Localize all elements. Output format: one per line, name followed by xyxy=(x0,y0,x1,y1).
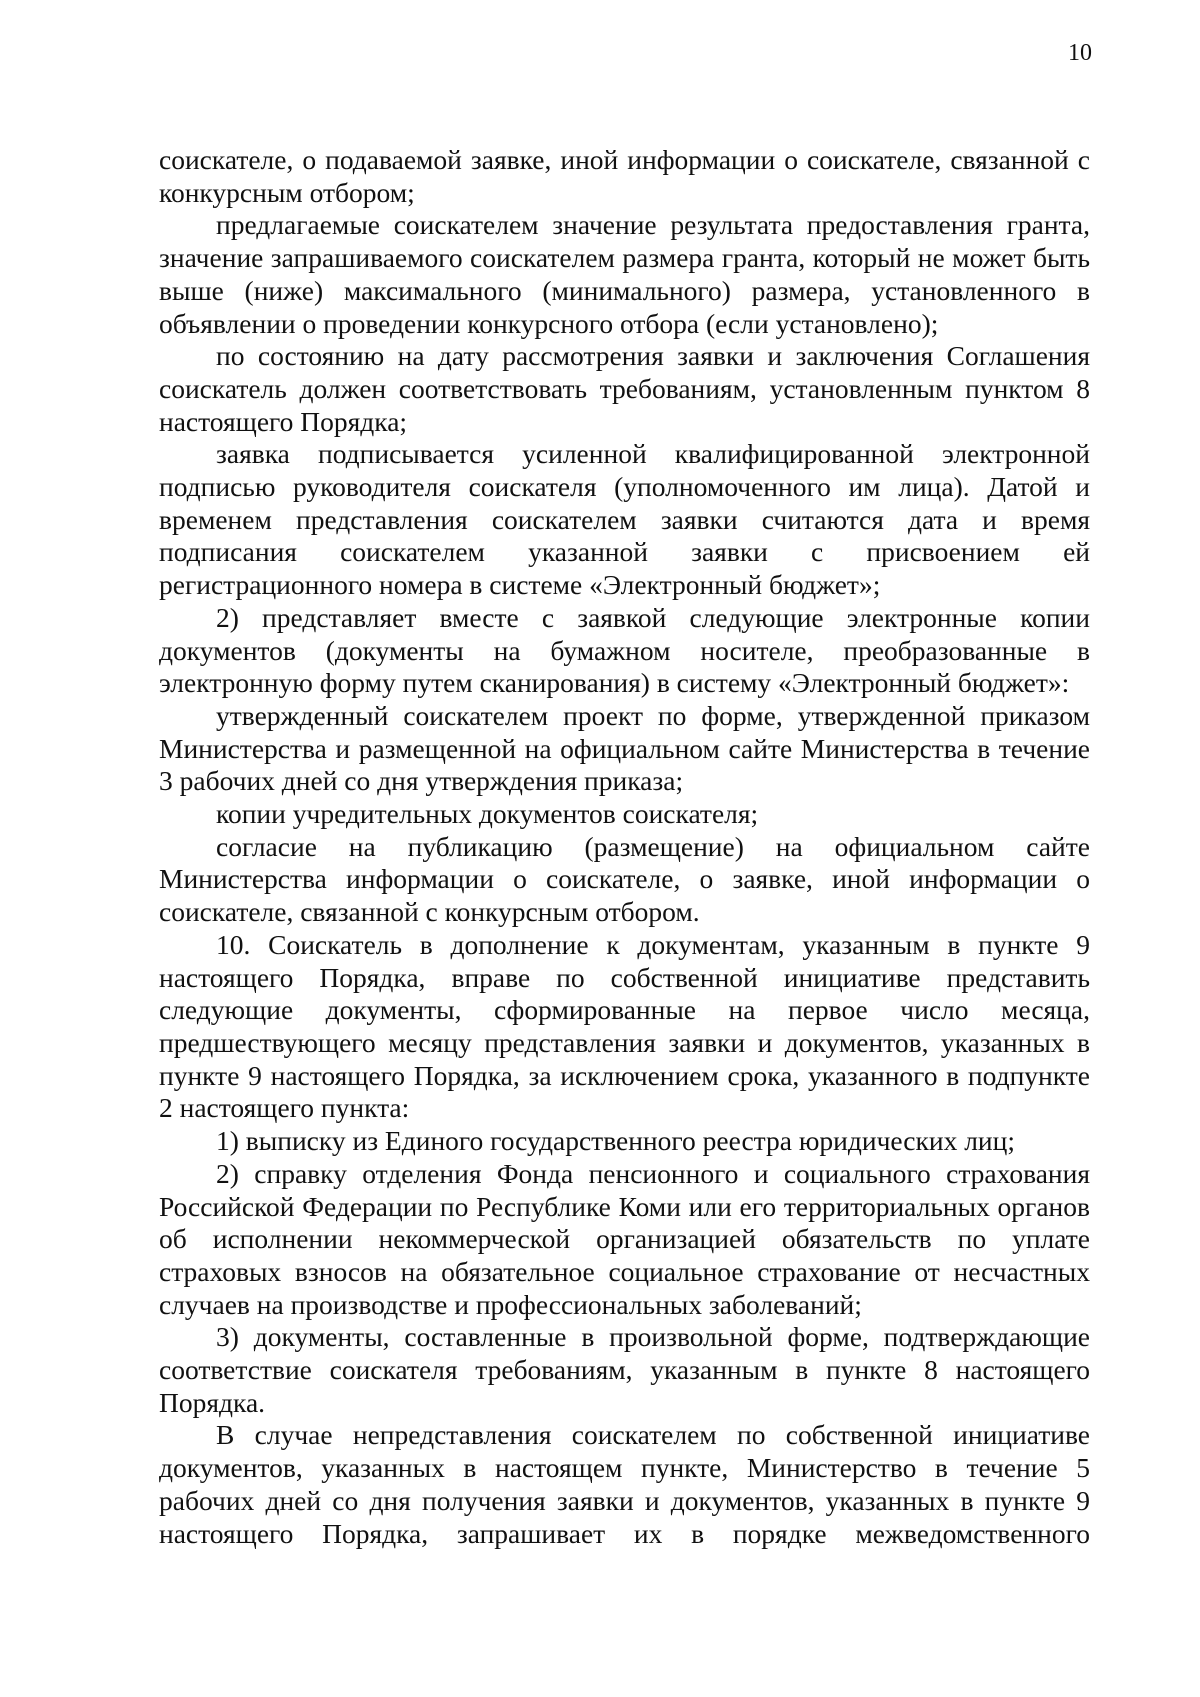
paragraph-registry-extract: 1) выписку из Единого государственного реестра юридических лиц; xyxy=(216,1125,1016,1157)
paragraph-continuation: соискателе, о подаваемой заявке, иной информации о соискателе, связанной с конкурсным отбором; xyxy=(159,144,1090,208)
page-number: 10 xyxy=(1068,40,1092,66)
paragraph-founding-documents: копии учредительных документов соискателя; xyxy=(216,798,759,830)
paragraph-section-10: 10. Соискатель в дополнение к документам, указанным в пункте 9 настоящего Порядка, вправе по собственной инициативе представить следующие документы, сформированные на первое число месяца, предшествующего месяцу представления заявки и документов, указанных в пункте 9 настоящего Порядка, за исключением срока, указанного в подпункте 2 настоящего пункта: xyxy=(159,928,1090,1124)
paragraph-electronic-copies: 2) представляет вместе с заявкой следующие электронные копии документов (документы на бумажном носителе, преобразованные в электронную форму путем сканирования) в систему «Электронный бюджет»: xyxy=(159,601,1090,699)
paragraph-application-signature: заявка подписывается усиленной квалифицированной электронной подписью руководителя соискателя (уполномоченного им лица). Датой и временем представления соискателем заявки считаются дата и время подписания соискателем указанной заявки с присвоением ей регистрационного номера в системе «Электронный бюджет»; xyxy=(159,438,1090,601)
paragraph-applicant-requirements: по состоянию на дату рассмотрения заявки и заключения Соглашения соискатель должен соответствовать требованиям, установленным пунктом 8 настоящего Порядка; xyxy=(159,340,1090,437)
paragraph-approved-project: утвержденный соискателем проект по форме, утвержденной приказом Министерства и размещенной на официальном сайте Министерства в течение 3 рабочих дней со дня утверждения приказа; xyxy=(159,699,1090,797)
paragraph-insurance-certificate: 2) справку отделения Фонда пенсионного и социального страхования Российской Федерации по Республике Коми или его территориальных органов об исполнении некоммерческой организацией обязательств по уплате страховых взносов на обязательное социальное страхование от несчастных случаев на производстве и профессиональных заболеваний; xyxy=(159,1157,1090,1320)
document-body xyxy=(159,144,1090,1550)
paragraph-grant-result-value: предлагаемые соискателем значение результата предоставления гранта, значение запрашиваемого соискателем размера гранта, который не может быть выше (ниже) максимального (минимального) размера, установленного в объявлении о проведении конкурсного отбора (если установлено); xyxy=(159,209,1090,339)
paragraph-compliance-documents: 3) документы, составленные в произвольной форме, подтверждающие соответствие соискателя требованиям, указанным в пункте 8 настоящего Порядка. xyxy=(159,1321,1090,1418)
paragraph-publication-consent: согласие на публикацию (размещение) на официальном сайте Министерства информации о соискателе, о заявке, иной информации о соискателе, связанной с конкурсным отбором. xyxy=(159,830,1090,928)
paragraph-interdepartmental-request: В случае непредставления соискателем по собственной инициативе документов, указанных в настоящем пункте, Министерство в течение 5 рабочих дней со дня получения заявки и документов, указанных в пункте 9 настоящего Порядка, запрашивает их в порядке межведомственного xyxy=(159,1419,1090,1549)
